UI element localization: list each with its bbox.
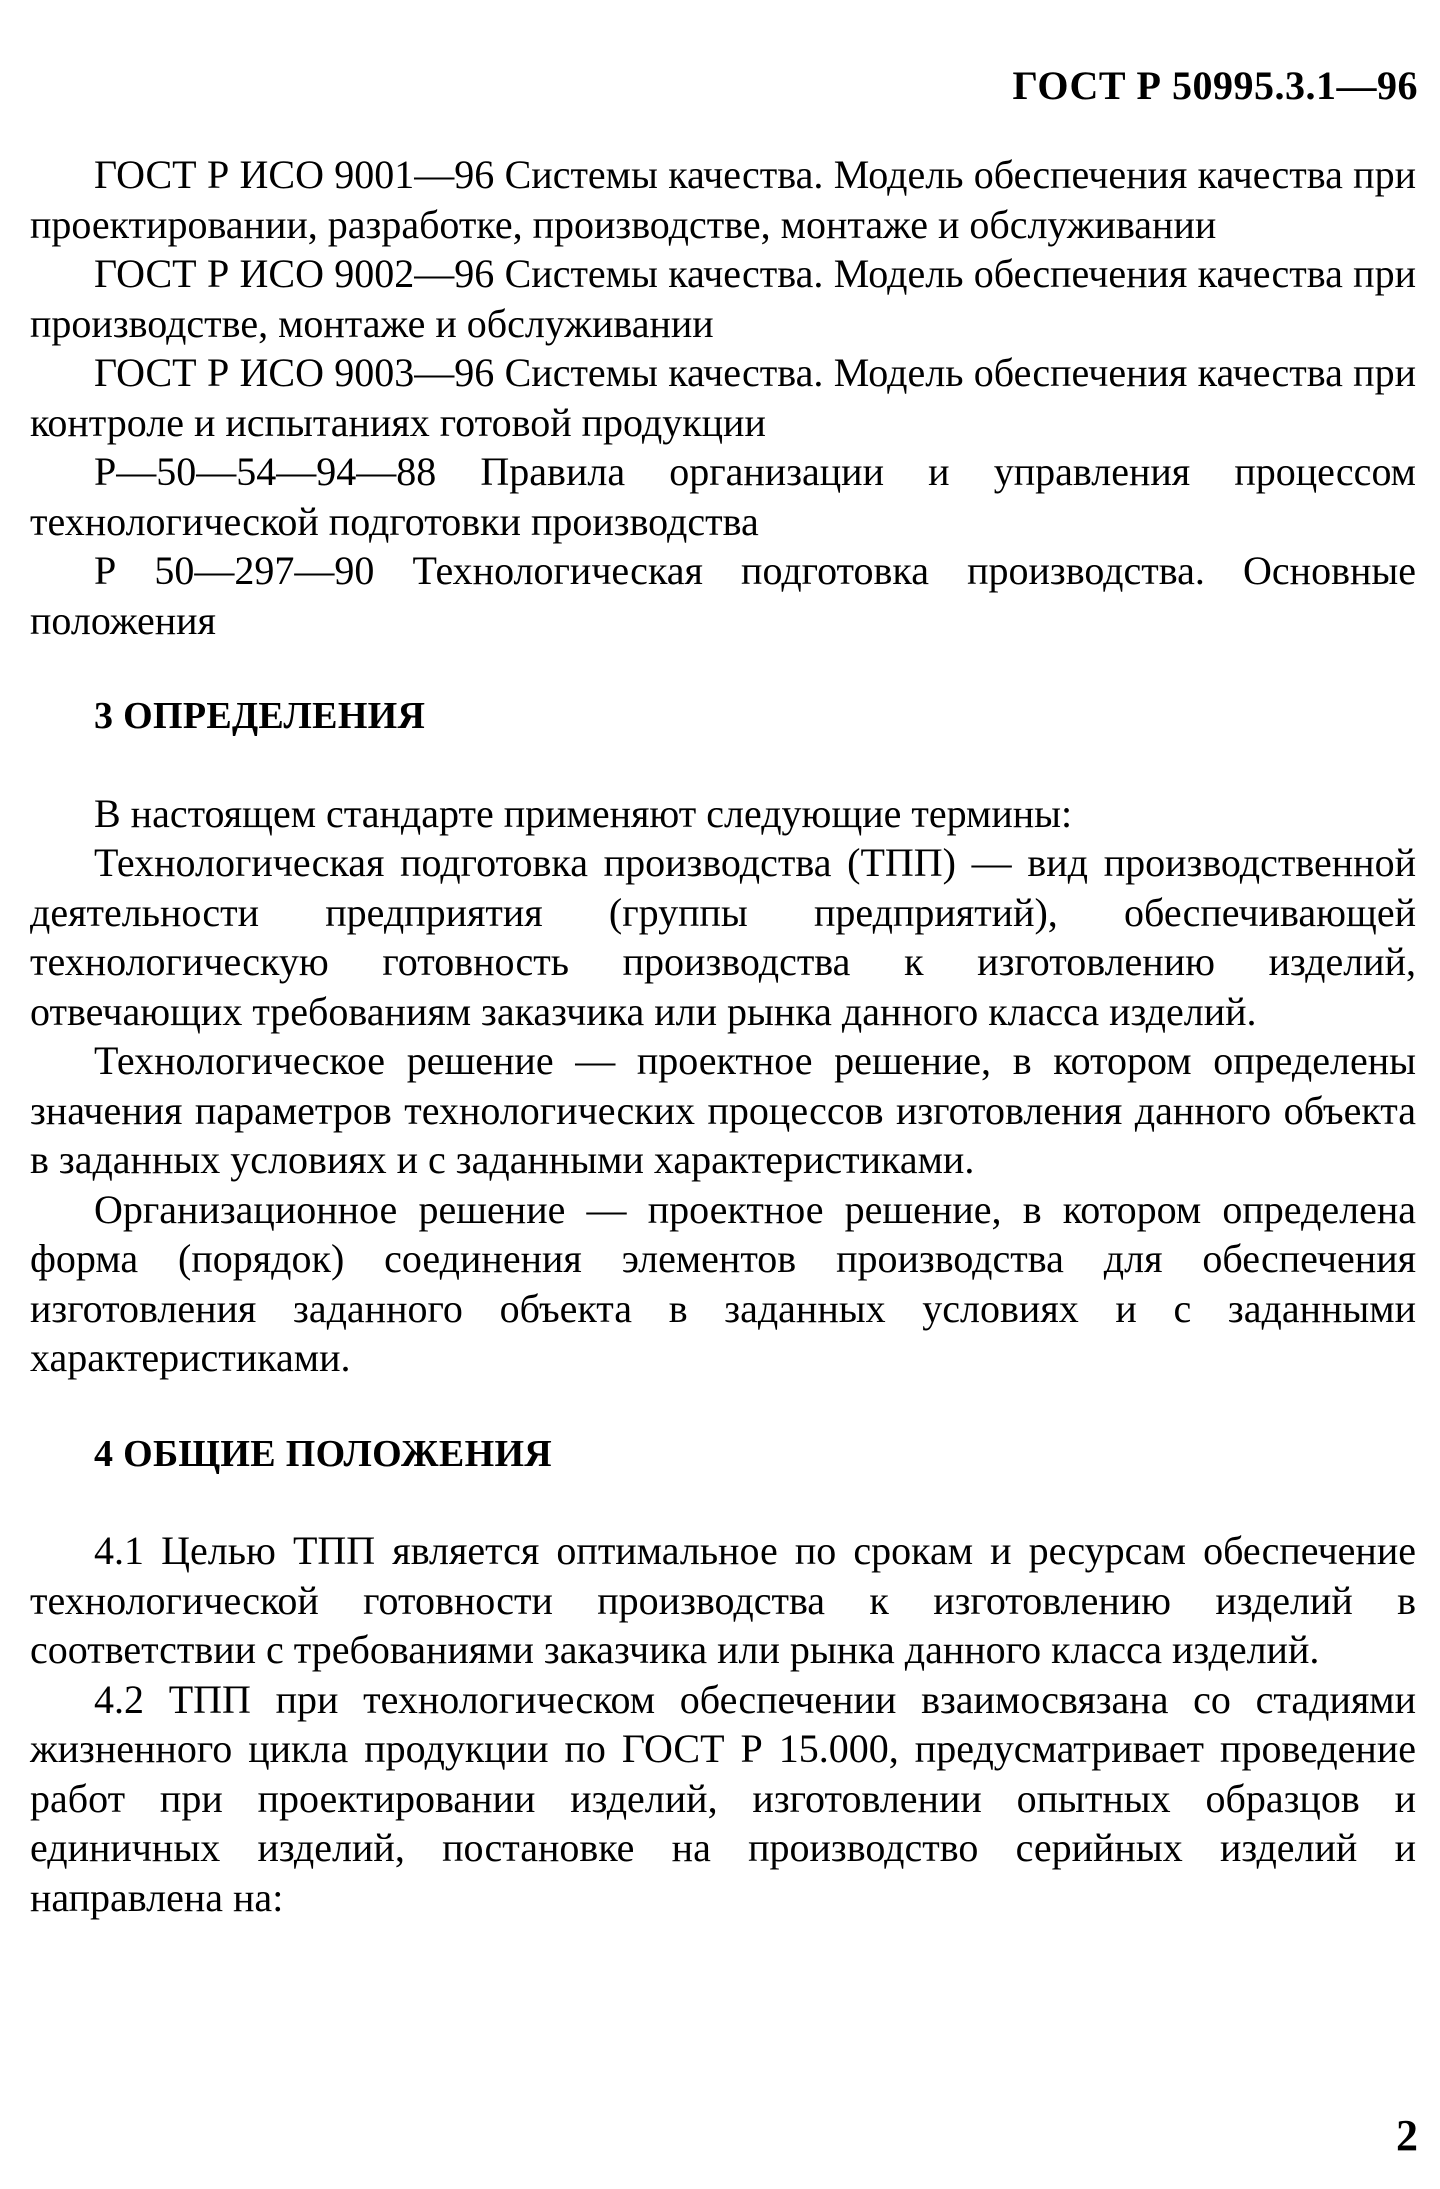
section-4-title: 4 ОБЩИЕ ПОЛОЖЕНИЯ bbox=[94, 1432, 553, 1475]
references-list bbox=[30, 150, 1416, 645]
clause-4-2: 4.2 ТПП при технологическом обеспечении взаимосвязана со стадиями жизненного цикла продукции по ГОСТ Р 15.000, предусматривает проведение работ при проектировании изделий, изготовлении опытных образцов и единичных изделий, постановке на производство серийных изделий и направлена на: bbox=[30, 1676, 1416, 1920]
section-3-title: 3 ОПРЕДЕЛЕНИЯ bbox=[94, 695, 426, 737]
reference-item: ГОСТ Р ИСО 9001—96 Системы качества. Модель обеспечения качества при проектировании, разработке, производстве, монтаже и обслуживании bbox=[30, 152, 1416, 247]
page-number: 2 bbox=[1396, 2111, 1418, 2160]
section-3-content bbox=[30, 789, 1416, 1383]
clause-4-1: 4.1 Целью ТПП является оптимальное по срокам и ресурсам обеспечение технологической готовности производства к изготовлению изделий в соответствии с требованиями заказчика или рынка данного класса изделий. bbox=[30, 1528, 1416, 1672]
section-4-content bbox=[30, 1526, 1416, 1922]
document-code-header: ГОСТ Р 50995.3.1—96 bbox=[1012, 63, 1418, 108]
definition-technological-decision: Технологическое решение — проектное решение, в котором определены значения параметров технологических процессов изготовления данного объекта в заданных условиях и с заданными характеристиками. bbox=[30, 1038, 1416, 1182]
document-body bbox=[30, 150, 1416, 1922]
definition-tpp: Технологическая подготовка производства (ТПП) — вид производственной деятельности предприятия (группы предприятий), обеспечивающей технологическую готовность производства к изготовлению изделий, отвечающих требованиям заказчика или рынка данного класса изделий. bbox=[30, 840, 1416, 1034]
reference-item: Р 50—297—90 Технологическая подготовка производства. Основные положения bbox=[30, 548, 1416, 643]
reference-item: ГОСТ Р ИСО 9002—96 Системы качества. Модель обеспечения качества при производстве, монтаже и обслуживании bbox=[30, 251, 1416, 346]
reference-item: Р—50—54—94—88 Правила организации и управления процессом технологической подготовки производства bbox=[30, 449, 1416, 544]
definition-organizational-decision: Организационное решение — проектное решение, в котором определена форма (порядок) соединения элементов производства для обеспечения изготовления заданного объекта в заданных условиях и с заданными характеристиками. bbox=[30, 1186, 1416, 1380]
section-3-intro: В настоящем стандарте применяют следующие термины: bbox=[94, 790, 1073, 836]
reference-item: ГОСТ Р ИСО 9003—96 Системы качества. Модель обеспечения качества при контроле и испытаниях готовой продукции bbox=[30, 350, 1416, 445]
